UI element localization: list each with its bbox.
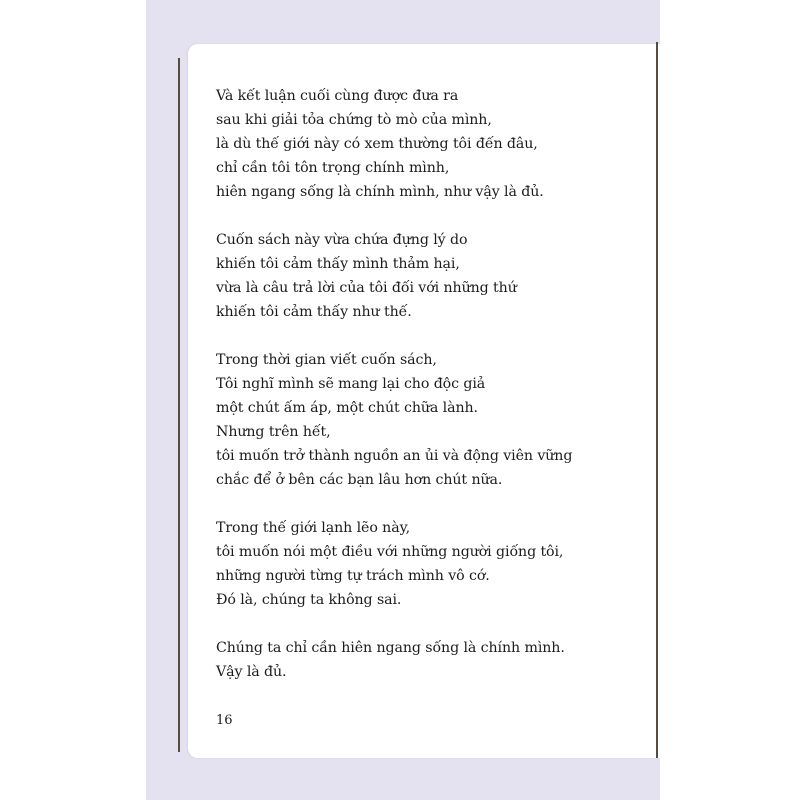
- stanza-2: [216, 228, 646, 324]
- text-line: khiến tôi cảm thấy mình thảm hại,: [216, 256, 460, 272]
- text-line: tôi muốn trở thành nguồn an ủi và động viên vững: [216, 448, 573, 464]
- right-margin-rule: [656, 42, 658, 758]
- text-line: Chúng ta chỉ cần hiên ngang sống là chính mình.: [216, 640, 565, 656]
- text-line: Nhưng trên hết,: [216, 424, 331, 440]
- text-line: hiên ngang sống là chính mình, như vậy là đủ.: [216, 184, 544, 200]
- text-line: Trong thời gian viết cuốn sách,: [216, 352, 437, 368]
- text-line: vừa là câu trả lời của tôi đối với những thứ: [216, 280, 517, 296]
- text-line: chắc để ở bên các bạn lâu hơn chút nữa.: [216, 472, 503, 488]
- page-number: 16: [216, 713, 233, 728]
- text-line: Tôi nghĩ mình sẽ mang lại cho độc giả: [216, 376, 486, 392]
- page-body-text: [216, 84, 646, 708]
- text-line: là dù thế giới này có xem thường tôi đến đâu,: [216, 136, 538, 152]
- text-line: Đó là, chúng ta không sai.: [216, 592, 402, 608]
- stanza-1: [216, 84, 646, 204]
- text-line: những người từng tự trách mình vô cớ.: [216, 568, 490, 584]
- text-line: một chút ấm áp, một chút chữa lành.: [216, 400, 478, 416]
- text-line: chỉ cần tôi tôn trọng chính mình,: [216, 160, 450, 176]
- stanza-5: [216, 636, 646, 684]
- left-margin-rule: [178, 58, 180, 752]
- text-line: Vậy là đủ.: [216, 664, 287, 680]
- text-line: tôi muốn nói một điều với những người giống tôi,: [216, 544, 564, 560]
- text-line: Và kết luận cuối cùng được đưa ra: [216, 88, 459, 104]
- text-line: sau khi giải tỏa chứng tò mò của mình,: [216, 112, 492, 128]
- text-line: Cuốn sách này vừa chứa đựng lý do: [216, 232, 468, 248]
- text-line: Trong thế giới lạnh lẽo này,: [216, 520, 411, 536]
- stanza-4: [216, 516, 646, 612]
- stanza-3: [216, 348, 646, 492]
- text-line: khiến tôi cảm thấy như thế.: [216, 304, 412, 320]
